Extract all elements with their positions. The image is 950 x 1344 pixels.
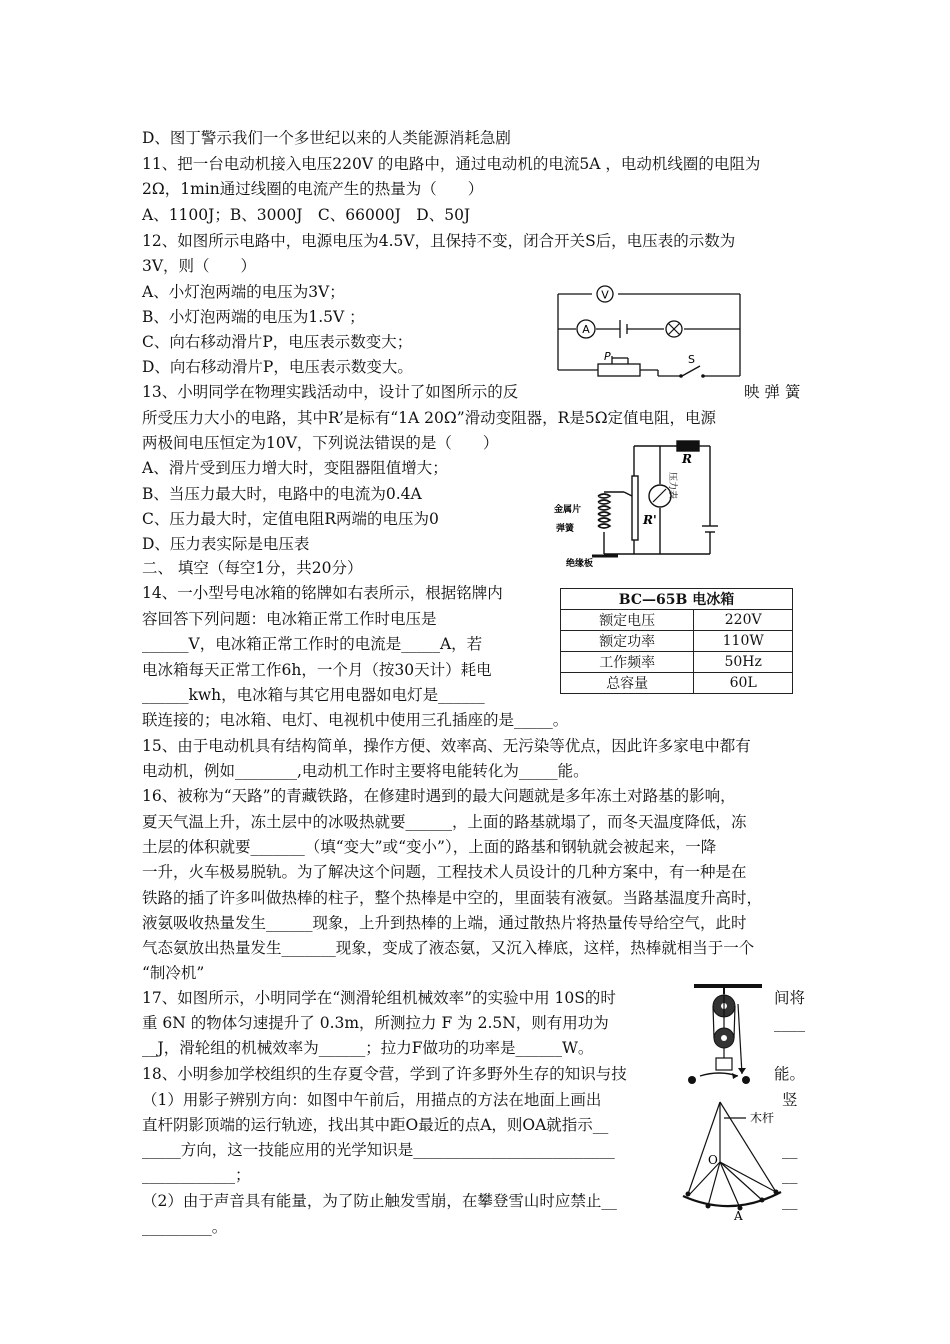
text-line: 联连接的；电冰箱、电灯、电视机中使用三孔插座的是_____。: [142, 711, 569, 729]
text-fragment: 能。: [774, 1065, 806, 1083]
svg-text:木杆: 木杆: [750, 1111, 775, 1125]
text-line: __J，滑轮组的机械效率为______；拉力F做功的功率是______W。: [142, 1039, 594, 1057]
fridge-nameplate-table: [560, 588, 793, 694]
table-row: [561, 610, 793, 631]
table-row: [561, 652, 793, 673]
text-line: 一升，火车极易脱轨。为了解决这个问题，工程技术人员设计的几种方案中，有一种是在: [142, 863, 747, 881]
table-cell: 额定功率: [561, 631, 694, 652]
text-line: 2Ω，1min通过线圈的电流产生的热量为（ ）: [142, 180, 484, 198]
table-row: [561, 631, 793, 652]
spring-icon: [598, 494, 610, 528]
text-line: （1）用影子辨别方向：如图中午前后，用描点的方法在地面上画出: [142, 1091, 602, 1109]
text-line: 11、把一台电动机接入电压220V 的电路中，通过电动机的电流5A ，电动机线圈的电阻为: [142, 155, 761, 173]
svg-text:A: A: [734, 1209, 743, 1220]
text-line: B、小灯泡两端的电压为1.5V ；: [142, 308, 365, 326]
text-line: 液氨吸收热量发生______现象，上升到热棒的上端，通过散热片将热量传导给空气，此时: [142, 914, 747, 932]
text-line: A、小灯泡两端的电压为3V；: [142, 283, 345, 301]
sun-icon: [688, 1076, 750, 1084]
text-line: ____________；: [142, 1166, 251, 1184]
table-cell: 总容量: [561, 673, 694, 694]
text-line: 两极间电压恒定为10V，下列说法错误的是（ ）: [142, 434, 499, 452]
table-cell: 额定电压: [561, 610, 694, 631]
text-fragment: __: [782, 1141, 798, 1159]
text-line: D、压力表实际是电压表: [142, 535, 310, 553]
text-line: ______kwh，电冰箱与其它用电器如电灯是______: [142, 686, 485, 704]
text-line: D、图丁警示我们一个多世纪以来的人类能源消耗急剧: [142, 129, 511, 147]
text-fragment: ____: [774, 1014, 805, 1032]
svg-text:弹簧: 弹簧: [556, 524, 575, 534]
table-row: [561, 673, 793, 694]
circuit-diagram-q12: [550, 280, 745, 390]
text-line: 18、小明参加学校组织的生存夏令营，学到了许多野外生存的知识与技: [142, 1065, 627, 1083]
pulley-system-figure: [686, 968, 776, 1080]
text-line: 夏天气温上升，冻土层中的冰吸热就要______，上面的路基就塌了，而冬天温度降低，冻: [142, 813, 747, 831]
svg-text:S: S: [688, 353, 695, 366]
text-line: 13、小明同学在物理实践活动中，设计了如图所示的反: [142, 383, 519, 401]
nameplate-title: BC—65B 电冰箱: [561, 589, 793, 610]
table-cell: 60L: [694, 673, 793, 694]
text-fragment: __: [782, 1166, 798, 1184]
voltmeter-icon: [597, 286, 613, 302]
text-line: D、向右移动滑片P，电压表示数变大。: [142, 358, 413, 376]
table-cell: 50Hz: [694, 652, 793, 673]
lamp-icon: [666, 321, 682, 337]
text-line: 所受压力大小的电路，其中R’是标有“1A 20Ω”滑动变阻器，R是5Ω定值电阻，电源: [142, 409, 717, 427]
text-line: 电冰箱每天正常工作6h，一个月（按30天计）耗电: [142, 661, 492, 679]
shadow-tracing-figure: [680, 1068, 785, 1220]
text-line: 电动机，例如________,电动机工作时主要将电能转化为_____能。: [142, 762, 589, 780]
section-heading: 二、 填空（每空1分，共20分）: [142, 559, 363, 577]
text-line: 16、被称为“天路”的青藏铁路，在修建时遇到的最大问题就是多年冻土对路基的影响，: [142, 787, 736, 805]
table-cell: 220V: [694, 610, 793, 631]
svg-text:压力表: 压力表: [667, 472, 677, 500]
text-line: B、当压力最大时，电路中的电流为0.4A: [142, 485, 422, 503]
text-line: 15、由于电动机具有结构简单，操作方便、效率高、无污染等优点，因此许多家电中都有: [142, 737, 751, 755]
svg-text:R: R: [682, 452, 692, 466]
text-fragment: 竖: [782, 1091, 798, 1109]
text-fragment: 间将: [774, 989, 806, 1007]
table-cell: 工作频率: [561, 652, 694, 673]
text-line: C、向右移动滑片P，电压表示数变大；: [142, 333, 413, 351]
text-line: 土层的体积就要_______（填“变大”或“变小”），上面的路基和钢轨就会被起来，一降: [142, 838, 717, 856]
text-line: 直杆阴影顶端的运行轨迹，找出其中距O最近的点A，则OA就指示__: [142, 1116, 609, 1134]
svg-text:V: V: [601, 288, 609, 302]
text-line: C、压力最大时，定值电阻R两端的电压为0: [142, 510, 439, 528]
text-line: （2）由于声音具有能量，为了防止触发雪崩，在攀登雪山时应禁止__: [142, 1192, 617, 1210]
text-fragment: __: [782, 1192, 798, 1210]
text-line: ______V，电冰箱正常工作时的电流是_____A，若: [142, 635, 483, 653]
text-line: “制冷机”: [142, 964, 205, 982]
table-cell: 110W: [694, 631, 793, 652]
svg-text:P: P: [604, 350, 611, 363]
text-line: A、1100J；B、3000J C、66000J D、50J: [142, 206, 471, 224]
ammeter-icon: [577, 320, 595, 338]
svg-text:金属片: 金属片: [554, 505, 582, 515]
text-line: 3V，则（ ）: [142, 257, 257, 275]
text-line: 容回答下列问题：电冰箱正常工作时电压是: [142, 610, 437, 628]
text-line: _____方向，这一技能应用的光学知识是__________________________: [142, 1141, 615, 1159]
pressure-gauge-circuit-q13: [552, 436, 722, 568]
text-line: 重 6N 的物体匀速提升了 0.3m，所测拉力 F 为 2.5N，则有用功为: [142, 1014, 609, 1032]
text-fragment: 映 弹 簧: [744, 383, 801, 401]
text-line: A、滑片受到压力增大时，变阻器阻值增大；: [142, 459, 448, 477]
text-line: 气态氨放出热量发生_______现象，变成了液态氨，又沉入棒底，这样，热棒就相当于一个: [142, 939, 755, 957]
text-line: 17、如图所示，小明同学在“测滑轮组机械效率”的实验中用 10S的时: [142, 989, 616, 1007]
text-line: 铁路的插了许多叫做热棒的柱子，整个热棒是中空的，里面装有液氨。当路基温度升高时，: [142, 889, 763, 907]
svg-text:绝缘板: 绝缘板: [566, 559, 594, 568]
svg-text:R': R': [643, 513, 657, 527]
text-line: _________。: [142, 1218, 228, 1236]
svg-text:O: O: [708, 1153, 718, 1167]
text-line: 14、一小型号电冰箱的铭牌如右表所示，根据铭牌内: [142, 584, 503, 602]
svg-text:A: A: [582, 323, 590, 336]
text-line: 12、如图所示电路中，电源电压为4.5V，且保持不变，闭合开关S后，电压表的示数为: [142, 232, 736, 250]
